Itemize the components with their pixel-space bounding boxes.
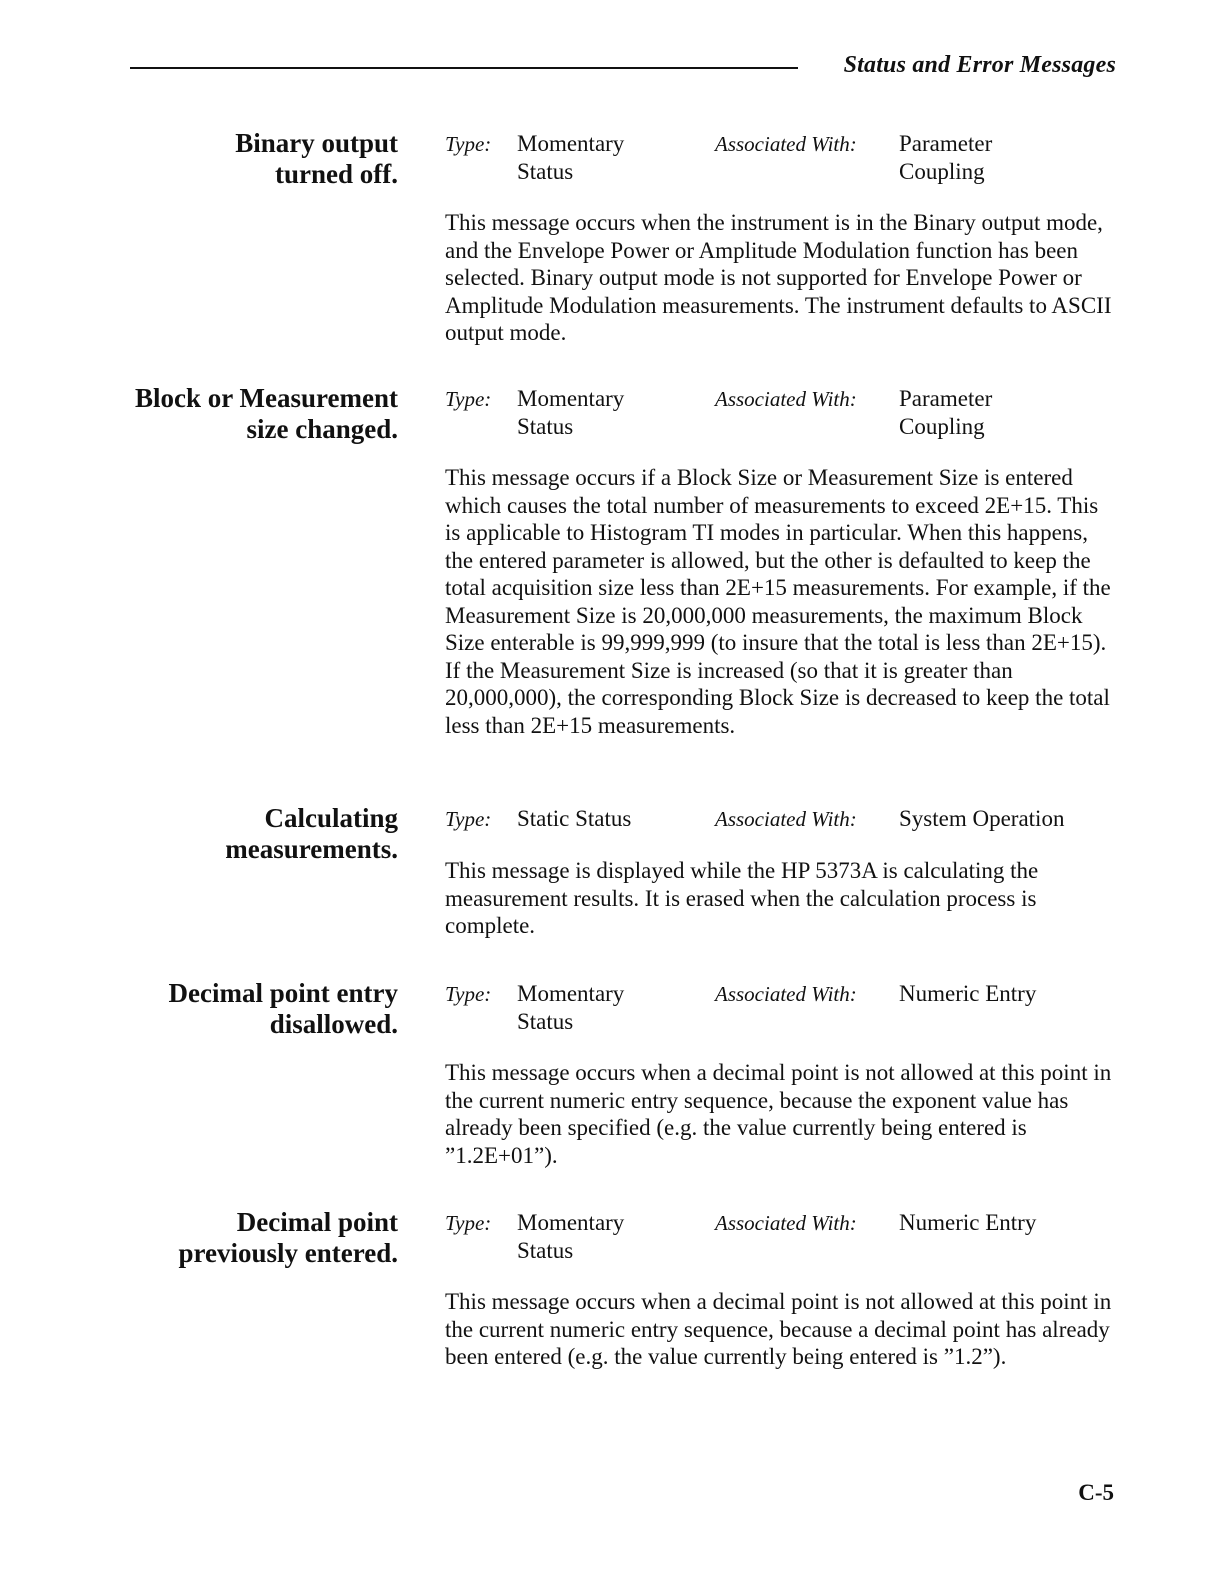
message-description: This message occurs when a decimal point is not allowed at this point in the current numeric entry sequence, because a decimal point has already been entered (e.g. the value currently being entered is ”1.2”). — [445, 1289, 1112, 1369]
type-label: Type: — [445, 1211, 492, 1235]
message-description: This message occurs when a decimal point is not allowed at this point in the current numeric entry sequence, because the exponent value has already been specified (e.g. the value currently being entered is ”1.2E+01”). — [445, 1060, 1112, 1168]
associated-with-label: Associated With: — [715, 387, 857, 411]
message-title — [225, 803, 398, 865]
message-title-line: Decimal point — [236, 1207, 398, 1237]
message-title-line: previously entered. — [178, 1238, 398, 1268]
associated-with-label: Associated With: — [715, 807, 857, 831]
message-description: This message occurs if a Block Size or Measurement Size is entered which causes the total number of measurements to exceed 2E+15. This is applicable to Histogram TI modes in particular. When this happens, the entered parameter is allowed, but the other is defaulted to keep the total acquisition size less than 2E+15 measurements. For example, if the Measurement Size is 20,000,000 measurements, the maximum Block Size enterable is 99,999,999 (to insure that the total is less than 2E+15). If the Measurement Size is increased (so that it is greater than 20,000,000), the corresponding Block Size is decreased to keep the total less than 2E+15 measurements. — [445, 465, 1111, 738]
associated-with-value: Numeric Entry — [899, 1210, 1037, 1235]
type-value: Momentary Status — [517, 1210, 625, 1263]
message-title — [235, 128, 398, 190]
type-value: Static Status — [517, 806, 632, 831]
associated-with-value: Numeric Entry — [899, 981, 1037, 1006]
message-title — [179, 1207, 399, 1269]
page-number: C-5 — [1078, 1480, 1114, 1505]
associated-with-value: Parameter Coupling — [899, 131, 993, 184]
message-title-line: disallowed. — [269, 1009, 398, 1039]
type-label: Type: — [445, 132, 492, 156]
message-title-line: size changed. — [246, 414, 398, 444]
type-label: Type: — [445, 982, 492, 1006]
associated-with-label: Associated With: — [715, 132, 857, 156]
section-title: Status and Error Messages — [843, 52, 1116, 78]
associated-with-value: System Operation — [899, 806, 1065, 831]
type-value: Momentary Status — [517, 386, 625, 439]
header-rule — [130, 67, 798, 69]
message-description: This message is displayed while the HP 5373A is calculating the measurement results. It is erased when the calculation process is complete. — [445, 858, 1039, 938]
message-title-line: Binary output — [235, 128, 398, 158]
type-value: Momentary Status — [517, 131, 625, 184]
message-description: This message occurs when the instrument is in the Binary output mode, and the Envelope Power or Amplitude Modulation function has been selected. Binary output mode is not supported for Envelope Power or Amplitude Modulation measurements. The instrument defaults to ASCII output mode. — [445, 210, 1112, 345]
type-label: Type: — [445, 807, 492, 831]
associated-with-value: Parameter Coupling — [899, 386, 993, 439]
message-title-line: turned off. — [275, 159, 398, 189]
associated-with-label: Associated With: — [715, 982, 857, 1006]
message-title-line: Calculating — [264, 803, 398, 833]
message-title-line: measurements. — [225, 834, 398, 864]
message-title — [135, 383, 398, 445]
message-title — [169, 978, 398, 1040]
type-label: Type: — [445, 387, 492, 411]
type-value: Momentary Status — [517, 981, 625, 1034]
associated-with-label: Associated With: — [715, 1211, 857, 1235]
message-title-line: Decimal point entry — [168, 978, 398, 1008]
message-title-line: Block or Measurement — [135, 383, 398, 413]
